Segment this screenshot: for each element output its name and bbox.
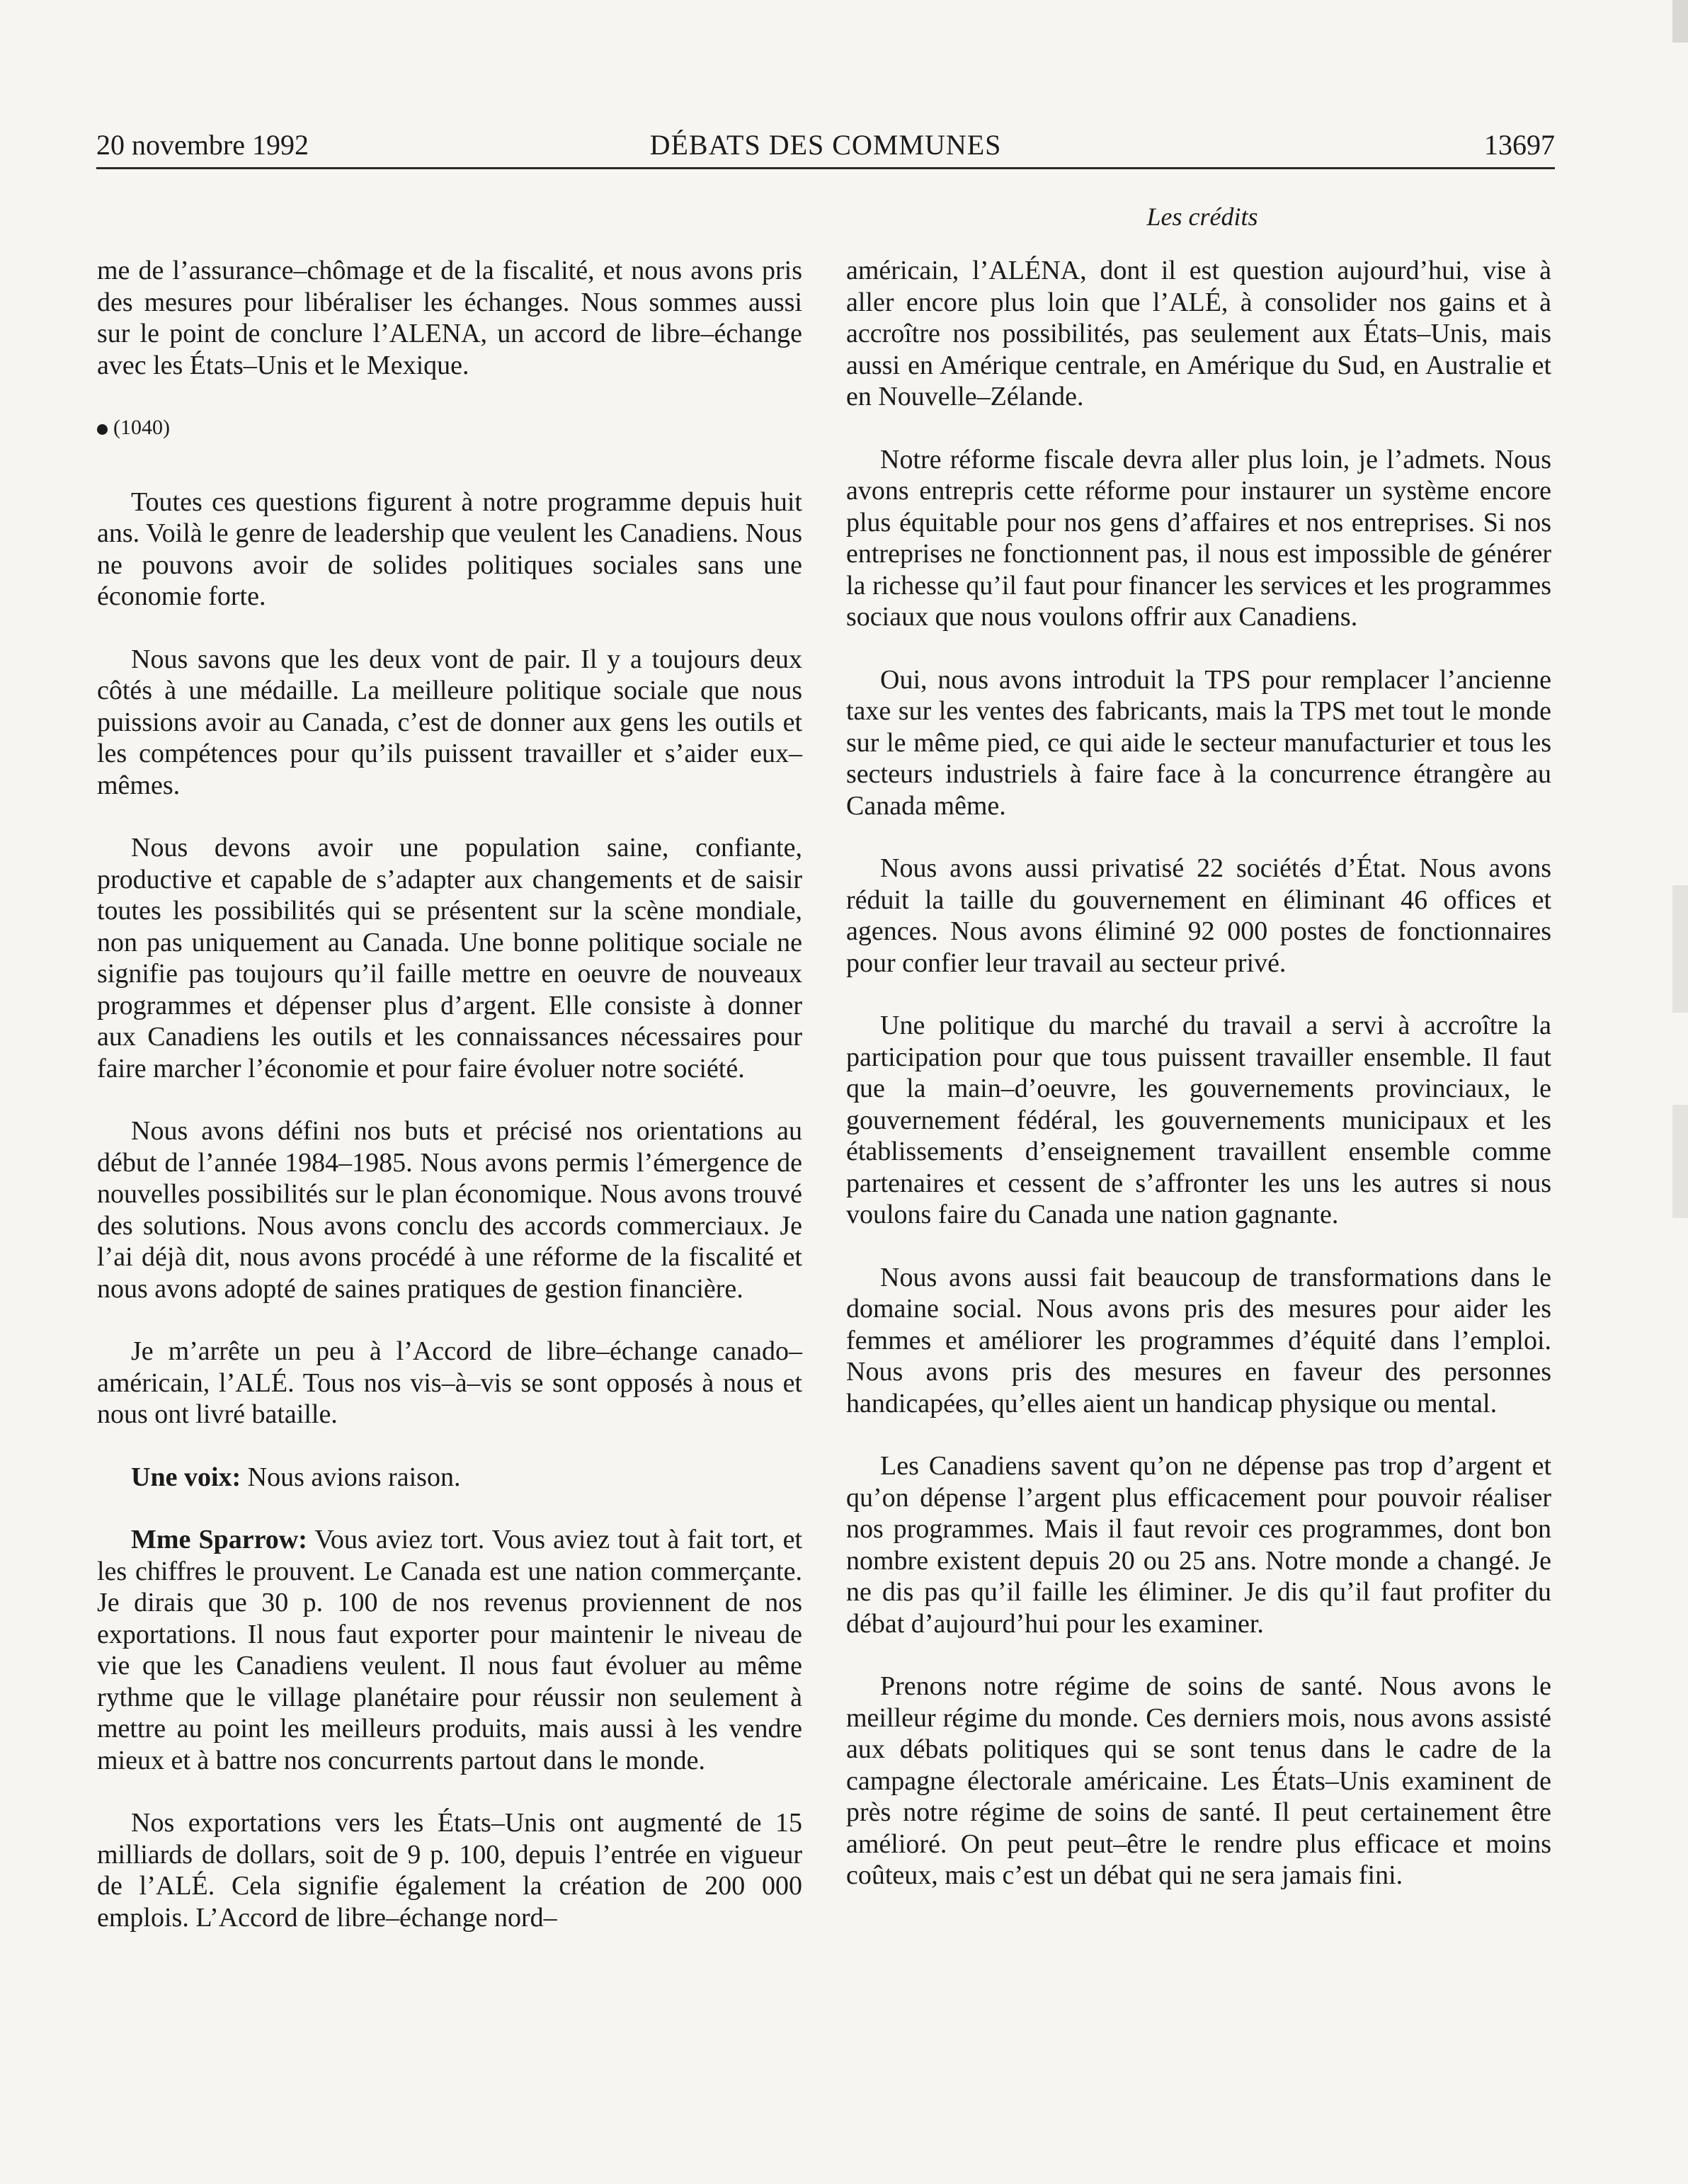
section-label: Les crédits (1146, 203, 1258, 231)
paragraph: Toutes ces questions figurent à notre programme depuis huit ans. Voilà le genre de leadership que veulent les Canadiens. Nous ne pouvons avoir de solides politiques sociales sans une économie forte. (97, 487, 802, 611)
header-page-number: 13697 (1484, 129, 1555, 161)
speaker-name: Mme Sparrow: (131, 1525, 307, 1554)
paragraph: Les Canadiens savent qu’on ne dépense pas trop d’argent et qu’on dépense l’argent plus efficacement pour pouvoir réaliser nos programmes. Mais il faut revoir ces programmes, dont bon nombre existent depuis 20 ou 25 ans. Notre monde a changé. Je ne dis pas qu’il faille les éliminer. Je dis qu’il faut profiter du débat d’aujourd’hui pour les examiner. (846, 1451, 1551, 1639)
header-date: 20 novembre 1992 (96, 129, 309, 161)
paragraph: me de l’assurance–chômage et de la fiscalité, et nous avons pris des mesures pour libéraliser les échanges. Nous sommes aussi sur le point de conclure l’ALENA, un accord de libre–échange avec les États–Unis et le Mexique. (97, 256, 802, 380)
paragraph: Notre réforme fiscale devra aller plus loin, je l’admets. Nous avons entrepris cette réforme pour instaurer un système encore plus équitable pour nos gens d’affaires et nos entreprises. Si nos entreprises ne fonctionnent pas, il nous est impossible de générer la richesse qu’il faut pour financer les services et les programmes sociaux que nous voulons offrir aux Canadiens. (846, 444, 1551, 632)
header-rule (96, 167, 1555, 169)
scan-edge-mark (1672, 885, 1688, 1013)
scan-edge-mark (1672, 1105, 1688, 1218)
scan-edge-mark (1672, 0, 1688, 42)
paragraph: Prenons notre régime de soins de santé. Nous avons le meilleur régime du monde. Ces derniers mois, nous avons assisté aux débats politiques qui se sont tenus dans le cadre de la campagne électorale américaine. Les États–Unis examinent de près notre régime de soins de santé. Il peut certainement être amélioré. On peut peut–être le rendre plus efficace et moins coûteux, mais c’est un débat qui ne sera jamais fini. (846, 1671, 1551, 1890)
paragraph: américain, l’ALÉNA, dont il est question aujourd’hui, vise à aller encore plus loin que l’ALÉ, à consolider nos gains et à accroître nos possibilités, pas seulement aux États–Unis, mais aussi en Amérique centrale, en Amérique du Sud, en Australie et en Nouvelle–Zélande. (846, 256, 1551, 411)
paragraph: Je m’arrête un peu à l’Accord de libre–échange canado–américain, l’ALÉ. Tous nos vis–à–vis se sont opposés à nous et nous ont livré bataille. (97, 1336, 802, 1429)
right-column (846, 255, 1551, 1923)
paragraph: Nos exportations vers les États–Unis ont augmenté de 15 milliards de dollars, soit de 9 p. 100, depuis l’entrée en vigueur de l’ALÉ. Cela signifie également la création de 200 000 emplois. L’Accord de libre–échange nord– (97, 1808, 802, 1933)
left-column (97, 255, 802, 1964)
paragraph: Nous avons aussi privatisé 22 sociétés d’État. Nous avons réduit la taille du gouvernement en éliminant 46 offices et agences. Nous avons éliminé 92 000 postes de fonctionnaires pour confier leur travail au secteur privé. (846, 853, 1551, 978)
bullet-icon (97, 424, 108, 435)
speaker-text: Nous avions raison. (241, 1462, 461, 1492)
time-marker (97, 412, 802, 444)
speaker-name: Une voix: (131, 1462, 241, 1492)
speaker-paragraph (97, 1462, 802, 1494)
paragraph: Nous devons avoir une population saine, confiante, productive et capable de s’adapter aux changements et de saisir toutes les possibilités qui se présentent sur la scène mondiale, non pas uniquement au Canada. Une bonne politique sociale ne signifie pas toujours qu’il faille mettre en oeuvre de nouveaux programmes et dépenser plus d’argent. Elle consiste à donner aux Canadiens les outils et les connaissances nécessaires pour faire marcher l’économie et pour faire évoluer notre société. (97, 833, 802, 1084)
header-title: DÉBATS DES COMMUNES (649, 129, 1002, 161)
speaker-text: Vous aviez tort. Vous aviez tout à fait tort, et les chiffres le prouvent. Le Canada est une nation commerçante. Je dirais que 30 p. 100 de nos revenus proviennent de nos exportations. Il nous faut exporter pour maintenir le niveau de vie que les Canadiens veulent. Il nous faut évoluer au même rythme que le village planétaire pour réussir non seulement à mettre au point les meilleurs produits, mais aussi à les vendre mieux et à battre nos concurrents partout dans le monde. (97, 1525, 802, 1775)
paragraph: Nous avons défini nos buts et précisé nos orientations au début de l’année 1984–1985. Nous avons permis l’émergence de nouvelles possibilités sur le plan économique. Nous avons trouvé des solutions. Nous avons conclu des accords commerciaux. Je l’ai déjà dit, nous avons procédé à une réforme de la fiscalité et nous avons adopté de saines pratiques de gestion financière. (97, 1116, 802, 1304)
speaker-paragraph (97, 1524, 802, 1776)
paragraph: Nous savons que les deux vont de pair. Il y a toujours deux côtés à une médaille. La meilleure politique sociale que nous puissions avoir au Canada, c’est de donner aux gens les outils et les compétences pour qu’ils puissent travailler et s’aider eux–mêmes. (97, 644, 802, 800)
paragraph: Une politique du marché du travail a servi à accroître la participation pour que tous puissent travailler ensemble. Il faut que la main–d’oeuvre, les gouvernements provinciaux, le gouvernement fédéral, les gouvernements municipaux et les établissements d’enseignement travaillent ensemble comme partenaires et cessent de s’affronter les uns les autres si nous voulons faire du Canada une nation gagnante. (846, 1011, 1551, 1229)
paragraph: Nous avons aussi fait beaucoup de transformations dans le domaine social. Nous avons pris des mesures pour aider les femmes et améliorer les programmes d’équité dans l’emploi. Nous avons pris des mesures en faveur des personnes handicapées, qu’elles aient un handicap physique ou mental. (846, 1262, 1551, 1418)
paragraph: Oui, nous avons introduit la TPS pour remplacer l’ancienne taxe sur les ventes des fabricants, mais la TPS met tout le monde sur le même pied, ce qui aide le secteur manufacturier et tous les secteurs industriels à faire face à la concurrence étrangère au Canada même. (846, 664, 1551, 821)
time-marker-text: (1040) (113, 416, 170, 439)
page-header (96, 125, 1555, 166)
